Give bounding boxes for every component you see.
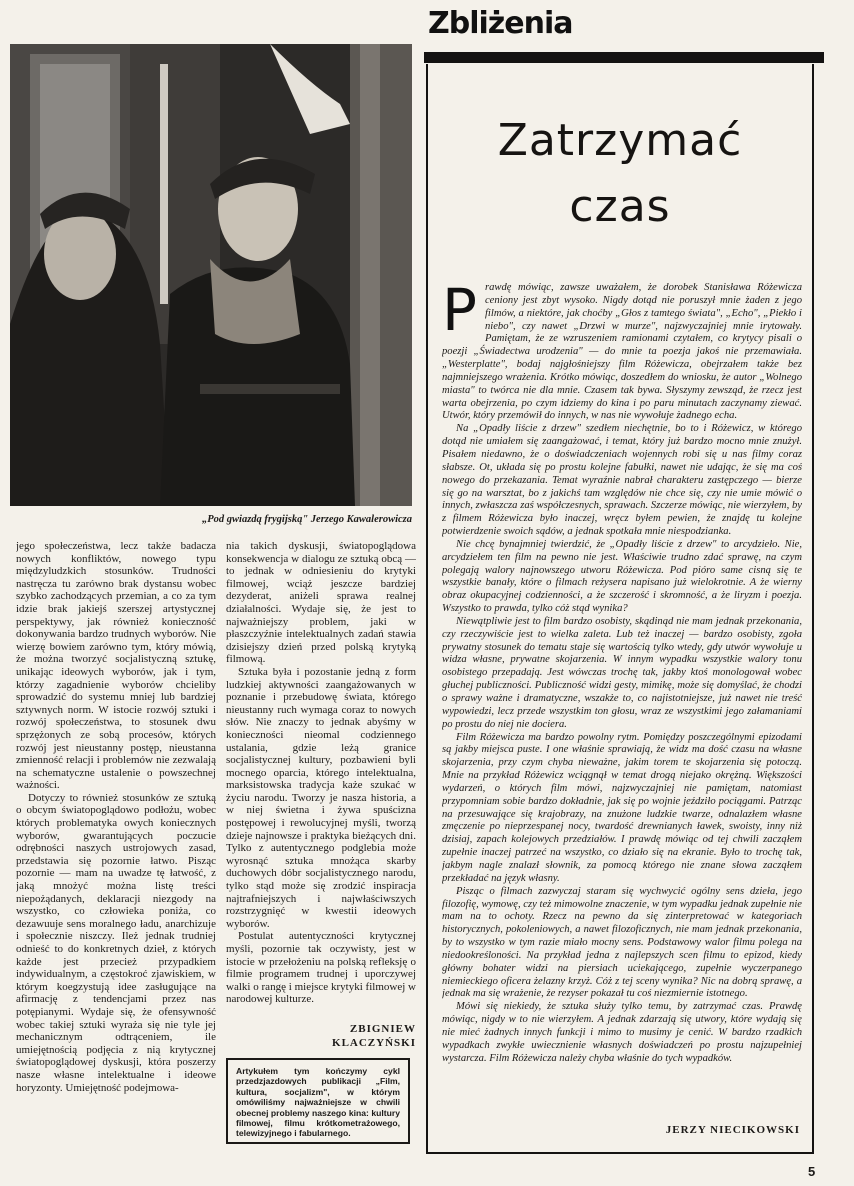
right-paragraph-3: Nie chcę bynajmniej twierdzić, że „Opadły liście z drzew" to arcydzieło. Nie, arcydziełem ten film na pewno nie jest. Właściwie trudno zdać sprawę, na czym polegają walory najnowszego utworu Różewicza. Pod pióro same cisną się te wszystkie banały, które o filmach reżysera napisano już wielokrotnie. A że wierny obraz okupacyjnej codzienności, a że szczerość i skromność, a że liryzm i poezja. Wszystko to prawda, tylko cóż stąd wynika? bbox=[442, 538, 802, 615]
middle-article-column bbox=[226, 540, 416, 1036]
section-tag: Zbliżenia bbox=[428, 6, 573, 41]
photo-caption: „Pod gwiazdą frygijską" Jerzego Kawalerowicza bbox=[202, 514, 412, 525]
headline-line-2: czas bbox=[569, 181, 671, 232]
drop-cap: P bbox=[442, 282, 477, 344]
middle-paragraph-3: Postulat autentyczności krytycznej myśli, pozornie tak oczywisty, jest w istocie w przełożeniu na polską refleksję o filmie programem trudnej i uporczywej walki o rangę i miejsce krytyki filmowej w narodowej kulturze. bbox=[226, 930, 416, 1006]
right-paragraph-1-text: rawdę mówiąc, zawsze uważałem, że dorobek Stanisława Różewicza ceniony jest zbyt wysoko. Nigdy dotąd nie poruszył mnie żaden z jego filmów, a niektóre, jak choćby „Głos z tamtego świata", „Echo", „Piekło i niebo", czy nawet „Drzwi w murze", najzwyczajniej mnie irytowały. Pamiętam, że ze wzruszeniem ramionami czytałem, co krytycy pisali o poezji „Świadectwa urodzenia" — do mnie ta poezja jakoś nie przemawiała. „Westerplatte", bodaj najgłośniejszy film Różewicza, obejrzałem także bez najmniejszego wrażenia. Krótko mówiąc, doszedłem do wniosku, że autor „Wolnego miasta" to twórca nie dla mnie. Czasem tak bywa. Słyszymy zewsząd, że rzecz jest warta obejrzenia, po czym idziemy do kina i po paru minutach zaczynamy ziewać. Utwór, który przemówił do innych, w nas nie wywołuje żadnego echa. bbox=[442, 282, 802, 422]
headline-line-1: Zatrzymać bbox=[497, 115, 743, 166]
column-author-first-name: ZBIGNIEW bbox=[349, 1023, 416, 1035]
column-author-last-name: KLACZYŃSKI bbox=[332, 1037, 416, 1049]
middle-paragraph-1: nia takich dyskusji, światopoglądowa konsekwencja w dialogu ze sztuką obcą — to jednak w odniesieniu do krytyki filmowej, wciąż jeszcze bardziej dezyderat, aniżeli sprawa realnej działalności. Wydaje się, że jest to najważniejszy problem, jaki w płaszczyźnie intelektualnych zadań stawia dzisiejszy dzień przed polską krytyką filmową. bbox=[226, 540, 416, 666]
middle-paragraph-2: Sztuka była i pozostanie jedną z form ludzkiej aktywności zaangażowanych w poznanie i przebudowę świata, którego nieustanny ruch wymaga coraz to nowych słów. Nie znaczy to jednak abyśmy w konieczności nieomal codziennego ustalania, gdzie leżą granice socjalistycznej kultury, pozbawieni byli mocnego oparcia, którego intelektualna, marksistowska tradycja każe szukać w życiu narodu. Tworzy je nasza historia, a w niej świetna i żywa spuścizna postępowej i rewolucyjnej myśli, tworzą dzieje najnowsze i praktyka bieżących dni. Tylko z autentycznego podglebia może wyrosnąć sztuka mnożąca skarby duchowych dóbr socjalistycznego narodu, tylko stąd może się zrodzić inspiracja najtrafniejszych i najwłaściwszych rozstrzygnięć w kwestii ideowych wyborów. bbox=[226, 665, 416, 930]
right-paragraph-5: Film Różewicza ma bardzo powolny rytm. Pomiędzy poszczególnymi epizodami są jakby miejsca puste. I one właśnie sprawiają, że widz ma dość czasu na własne skojarzenia, przy czym chyba nieważne, jakim torem te skojarzenia się potoczą. Mnie na przykład Różewicz wciągnął w temat drogą niejako okrężną. Większości wydarzeń, o których film mówi, najzwyczajniej nie pamiętam, natomiast przypomniam sobie bardzo dokładnie, jak się po wojnie jeździło pociągami. Patrząc na przesuwające się krajobrazy, na znużone ludzkie twarze, odnalazłem własne zmęczenie po nieprzespanej nocy, twardość drewnianych ławek, swoisty, inny niż dzisiaj, zapach kolejowych przedziałów. I prawdę mówiąc od tej chwili zacząłem zupełnie inaczej patrzeć na wszystko, co działo się na ekranie. Było to trochę tak, jakbym nagle znalazł słownik, za pomocą którego nie znane słowa zacząłem przekładać na język własny. bbox=[442, 731, 802, 884]
right-paragraph-4: Niewątpliwie jest to film bardzo osobisty, skądinąd nie mam jednak przekonania, czy rzeczywiście jest to wielka zaleta. Lub też inaczej — bardzo osobisty, zgoła prywatny stosunek do tematu staje się wartością tylko wtedy, gdy utwór wywołuje u widza własne, prywatne skojarzenia. W innym wypadku wszystkie walory tonu osobistego przepadają. Jest wówczas trochę tak, jakby ktoś monologował wobec głuchej publiczności. Publiczność widzi gesty, mimikę, może się domyślać, że chodzi o sprawy ważne i dramatyczne, wszakże to, co najistotniejsze, już nawet nie treść wypowiedzi, lecz przede wszystkim ton głosu, wraz ze wszystkimi jego załamaniami po prostu do niej nie dociera. bbox=[442, 615, 802, 730]
left-paragraph-2: Dotyczy to również stosunków ze sztuką o obcym światopoglądowo podłożu, wobec których problematyka owych koniecznych wyborów, gwarantujących poczucie odrębności naszych ustrojowych zasad, przedstawia się pozornie łatwo. Pisząc pozornie — mam na uwadze tę łatwość, z jaką mnożyć można listę treści niepożądanych, deklaracji niezgody na wszystko, co człowieka poniża, co dezawuuje sens moralnego ładu, anarchizuje i społecznie niszczy. Ileż jednak trudniej odnieść to do konkretnych dzieł, z których każde jest przecież przypadkiem indywidualnym, a częstokroć zjawiskiem, w którym koegzystują idee zasługujące na afirmację z tendencjami przez nas potępianymi. Wydaje się, że ofensywność wobec takiej sztuki wyraża się nie tyle jej mechanicznym odtrąceniem, ile umiejętnością podjęcia z nią krytycznej światopoglądowej dyskusji, która poszerzy nasze własne intelektualne i ideowe horyzonty. Umiejętność podejmowa- bbox=[16, 791, 216, 1094]
page-number: 5 bbox=[808, 1164, 816, 1179]
right-paragraph-7: Mówi się niekiedy, że sztuka służy tylko temu, by zatrzymać czas. Prawdę mówiąc, nigdy w to nie wierzyłem. A jednak zdarzają się utwory, które wydają się nie mieć żadnych innych funkcji i mimo to musimy je cenić. W bardzo rzadkich wypadkach zwykłe uwiecznienie własnych doświadczeń po prostu najzupełniej wystarcza. Film Różewicza należy chyba właśnie do tych wypadków. bbox=[442, 1001, 802, 1064]
column-author bbox=[226, 1022, 416, 1052]
left-article-column bbox=[16, 540, 216, 1154]
film-still-photo bbox=[10, 44, 412, 506]
right-paragraph-2: Na „Opadły liście z drzew" szedłem niechętnie, bo to i Różewicz, w którego dotąd nie umiałem się zaangażować, i temat, który już bardzo mocno mnie znużył. Pisałem niedawno, że o doświadczeniach wojennych robi się u nas filmy coraz słabsze. Ot, układa się po prostu kolejne fabułki, nawet nie udając, że się ma coś nowego do przekazania. Temat wyraźnie nabrał charakteru zastępczego — bierze się go na warsztat, bo z jakichś tam względów nie chce się, czy nie umie mówić o innych, zwłaszcza zaś współczesnych, sprawach. Szczerze mówiąc, nie wierzyłem, by z filmem Różewicza było inaczej, wręcz byłem pewien, że znajdę tu kolejne potwierdzenie swoich sądów, a jednak spotkała mnie niespodzianka. bbox=[442, 423, 802, 538]
right-paragraph-6: Pisząc o filmach zazwyczaj staram się wychwycić ogólny sens dzieła, jego filozofię, wymowę, czy też mimowolne znaczenie, w tym wypadku jednak zupełnie nie mam na to ochoty. Rzecz na pewno da się zinterpretować w kategoriach historycznych, pokoleniowych, a nawet filozoficznych, nie mam jednak przekonania, by to wszystko w tym razie miało mocny sens. Podstawowy walor filmu polega na niedookreśloności. Na przykład jedna z najlepszych scen filmu to epizod, kiedy główny bohater widzi na piersiach uciekającego, zupełnie wyczerpanego niemieckiego oficera żelazny krzyż. Cóż z tej sceny wynika? Nic na dobrą sprawę, a jednak ma się wrażenie, że rezyser pokazał tu coś niezmiernie istotnego. bbox=[442, 885, 802, 1000]
header-rule bbox=[424, 52, 824, 63]
right-paragraph-1 bbox=[442, 282, 802, 423]
film-still-illustration bbox=[10, 44, 412, 506]
right-article-column bbox=[442, 282, 802, 1090]
editorial-note-box: Artykułem tym kończymy cykl przedzjazdowych publikacji „Film, kultura, socjalizm", w którym omówiliśmy najważniejsze w chwili obecnej problemy naszego kina: kultury filmowej, filmu krótkometrażowego, telewizyjnego i fabularnego. bbox=[226, 1058, 410, 1144]
article-author: JERZY NIECIKOWSKI bbox=[665, 1124, 800, 1136]
article-headline bbox=[440, 108, 800, 258]
left-paragraph-1: jego społeczeństwa, lecz także badacza nowych konfliktów, nowego typu międzyludzkich stosunków. Trudności nastręcza tu zarówno brak dystansu wobec szybko zachodzących przemian, a co za tym idzie brak jakiejś szerszej artystycznej perspektywy, jak również konieczność dokonywania bardzo trudnych wyborów. Nie wierzę bowiem zarówno tym, który mówią, że można tworzyć socjalistyczną sztukę, unikając ideowych wyborów, jak i tym, którzy zagadnienie wyborów chcieliby sprowadzić do systemu mniej lub bardziej sztywnych norm. W istocie rozwój sztuki i rozwój społeczeństwa, to stosunek dwu sprzężonych ze sobą procesów, których rozwój jest nieustanny postęp, nieustanna zmienność relacji i problemów nie zezwalają na schematyczne ustalenie o powszechnej ważności. bbox=[16, 540, 216, 792]
